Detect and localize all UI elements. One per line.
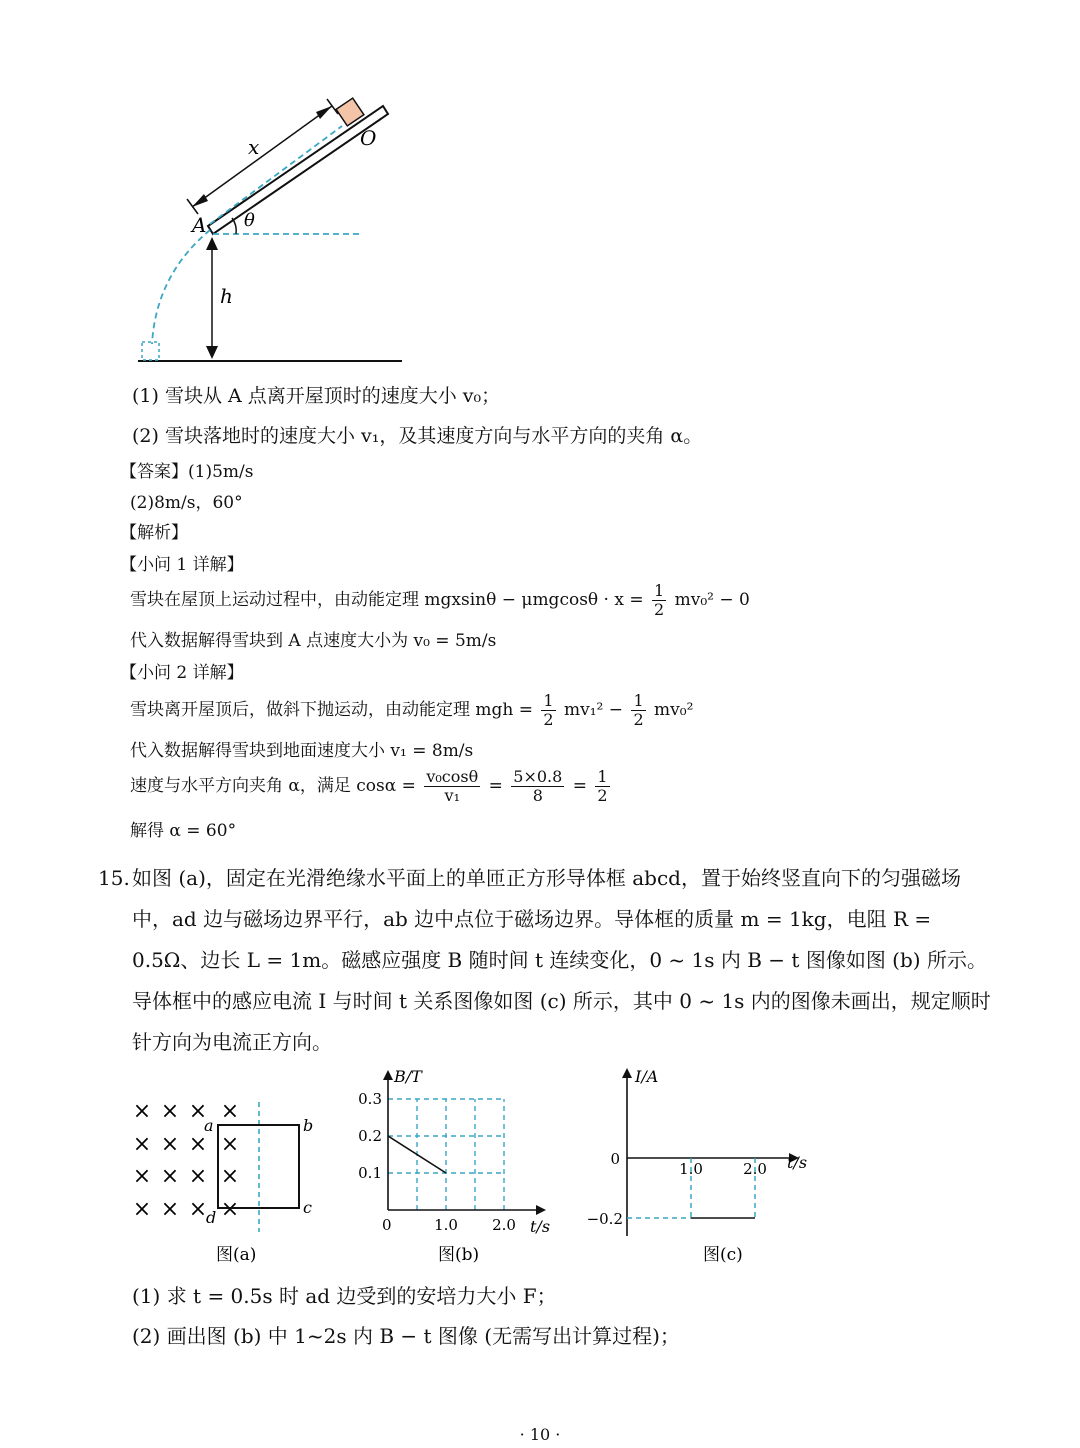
question-1: (1) 求 t = 0.5s 时 ad 边受到的安培力大小 F； [132, 1284, 557, 1308]
label-b: b [303, 1116, 314, 1135]
fraction-denominator: 2 [633, 710, 644, 729]
field-cross-1-2: × [188, 1132, 208, 1157]
b-x-arrowhead [536, 1205, 546, 1215]
b-grid [388, 1099, 504, 1210]
h-arrowhead-top [206, 237, 218, 250]
equals-sign: = [488, 776, 503, 796]
caption-c: 图(c) [703, 1245, 743, 1265]
c-x-label: t/s [787, 1153, 808, 1172]
c-y-label: I/A [635, 1067, 659, 1086]
block-path-line [210, 126, 342, 224]
sub2-equation-left: 雪块离开屋顶后，做斜下抛运动，由动能定理 mgh = [130, 700, 534, 720]
field-cross-1-0: × [132, 1132, 152, 1157]
label-x: x [248, 135, 260, 159]
equals-sign: = [572, 776, 587, 796]
page-number: · 10 · [519, 1425, 561, 1444]
fraction-numerator: v₀cosθ [426, 767, 479, 786]
field-cross-2-2: × [188, 1164, 208, 1189]
field-cross-3-2: × [188, 1197, 208, 1222]
fraction-half [652, 582, 666, 619]
b-y-label: B/T [394, 1067, 422, 1086]
fraction-numerator: 1 [654, 581, 665, 600]
b-y-tick-2: 0.2 [358, 1127, 382, 1145]
label-theta: θ [244, 210, 255, 231]
b-x-tick-2: 2.0 [492, 1216, 516, 1234]
sub1-equation-left: 雪块在屋顶上运动过程中，由动能定理 mgxsinθ − μmgcosθ · x = [130, 590, 644, 610]
field-cross-2-3: × [220, 1164, 240, 1189]
field-cross-0-2: × [188, 1099, 208, 1124]
problem-15-text: 如图 (a)，固定在光滑绝缘水平面上的单匝正方形导体框 abcd，置于始终竖直向下的匀强磁场中，ad 边与磁场边界平行，ab 边中点位于磁场边界。导体框的质量 m = 1kg，电阻 R = 0.5Ω、边长 L = 1m。磁感应强度 B 随时间 t 连续变化，0 ~ 1s 内 B − t 图像如图 (b) 所示。导体框中的感应电流 I 与时间 t 关系图像如图 (c) 所示，其中 0 ~ 1s 内的图像未画出，规定顺时针方向为电流正方向。 [132, 866, 991, 1054]
sub2-final-line: 解得 α = 60° [130, 821, 237, 841]
label-a: a [204, 1116, 214, 1135]
x-arrowhead-low [192, 194, 208, 207]
x-arrowhead-high [316, 106, 332, 119]
label-A: A [192, 213, 207, 237]
label-h: h [220, 284, 233, 308]
answer-line-2: (2)8m/s，60° [130, 493, 243, 513]
field-cross-3-1: × [160, 1197, 180, 1222]
c-x-tick-1: 1.0 [679, 1160, 703, 1178]
fraction-v0cos-over-v1 [424, 768, 480, 805]
trajectory-curve [152, 230, 210, 344]
sub2-cos-line [130, 766, 613, 806]
sub1-equation-right: mv₀² − 0 [674, 590, 750, 610]
fraction-numerator: 1 [633, 691, 644, 710]
sub-question-1-label: 【小问 1 详解】 [120, 555, 244, 575]
fraction-numerator: 5×0.8 [513, 767, 563, 786]
landed-block [142, 342, 159, 360]
sub2-equation-right: mv₀² [654, 700, 694, 720]
sub-question-2-label: 【小问 2 详解】 [120, 663, 244, 683]
c-y-arrowhead [622, 1068, 632, 1078]
sub2-equation-mid: mv₁² − [564, 700, 624, 720]
answer-line-1: 【答案】(1)5m/s [120, 462, 254, 482]
figure-b-chart [350, 1064, 560, 1270]
label-O: O [360, 126, 377, 150]
fraction-numerator: 1 [597, 767, 608, 786]
fraction-denominator: v₁ [444, 786, 460, 805]
caption-b: 图(b) [438, 1245, 480, 1265]
x-tick-high [327, 99, 338, 114]
c-x-tick-2: 2.0 [743, 1160, 767, 1178]
sub2-equation-line [130, 690, 693, 730]
fraction-denominator: 2 [654, 600, 665, 619]
sub2-result-line: 代入数据解得雪块到地面速度大小 v₁ = 8m/s [130, 741, 474, 761]
field-cross-0-1: × [160, 1099, 180, 1124]
b-y-arrowhead [383, 1070, 393, 1080]
question-1-prev: (1) 雪块从 A 点离开屋顶时的速度大小 v₀； [132, 385, 501, 407]
fraction-5x08-over-8 [511, 768, 564, 805]
question-2-prev: (2) 雪块落地时的速度大小 v₁，及其速度方向与水平方向的夹角 α。 [132, 425, 703, 447]
field-cross-1-3: × [220, 1132, 240, 1157]
roof-incline-figure [120, 90, 420, 370]
c-y-tick-0: 0 [610, 1150, 620, 1168]
fraction-numerator: 1 [543, 691, 554, 710]
sub1-equation-line [130, 580, 750, 620]
field-cross-2-1: × [160, 1164, 180, 1189]
field-cross-3-3: × [220, 1197, 240, 1222]
b-x-label: t/s [530, 1217, 551, 1236]
field-cross-1-1: × [160, 1132, 180, 1157]
fraction-half-3 [595, 768, 609, 805]
label-c: c [303, 1198, 312, 1217]
b-series-line [388, 1136, 446, 1173]
fraction-half-2 [631, 692, 645, 729]
b-y-tick-3: 0.3 [358, 1090, 382, 1108]
fraction-half-1 [541, 692, 555, 729]
sub2-cos-left: 速度与水平方向夹角 α，满足 cosα = [130, 776, 416, 796]
fraction-denominator: 2 [597, 786, 608, 805]
field-cross-0-0: × [132, 1099, 152, 1124]
field-cross-2-0: × [132, 1164, 152, 1189]
question-2: (2) 画出图 (b) 中 1~2s 内 B − t 图像 (无需写出计算过程)； [132, 1324, 680, 1348]
field-cross-3-0: × [132, 1197, 152, 1222]
label-d: d [206, 1208, 217, 1227]
b-x-tick-1: 1.0 [434, 1216, 458, 1234]
analysis-label: 【解析】 [120, 523, 188, 543]
h-arrowhead-bottom [206, 346, 218, 359]
figure-c-chart [585, 1064, 815, 1270]
sub1-result-line: 代入数据解得雪块到 A 点速度大小为 v₀ = 5m/s [130, 631, 497, 651]
field-cross-0-3: × [220, 1099, 240, 1124]
fraction-denominator: 8 [532, 786, 543, 805]
caption-a: 图(a) [216, 1245, 257, 1265]
b-origin-label: 0 [382, 1216, 392, 1234]
figure-a [120, 1090, 340, 1270]
c-y-tick-neg: −0.2 [586, 1210, 623, 1228]
fraction-denominator: 2 [543, 710, 554, 729]
magnetic-field-crosses [133, 1099, 239, 1222]
x-tick-low [187, 199, 198, 214]
b-y-tick-1: 0.1 [358, 1164, 382, 1182]
problem-number: 15. [98, 866, 130, 890]
